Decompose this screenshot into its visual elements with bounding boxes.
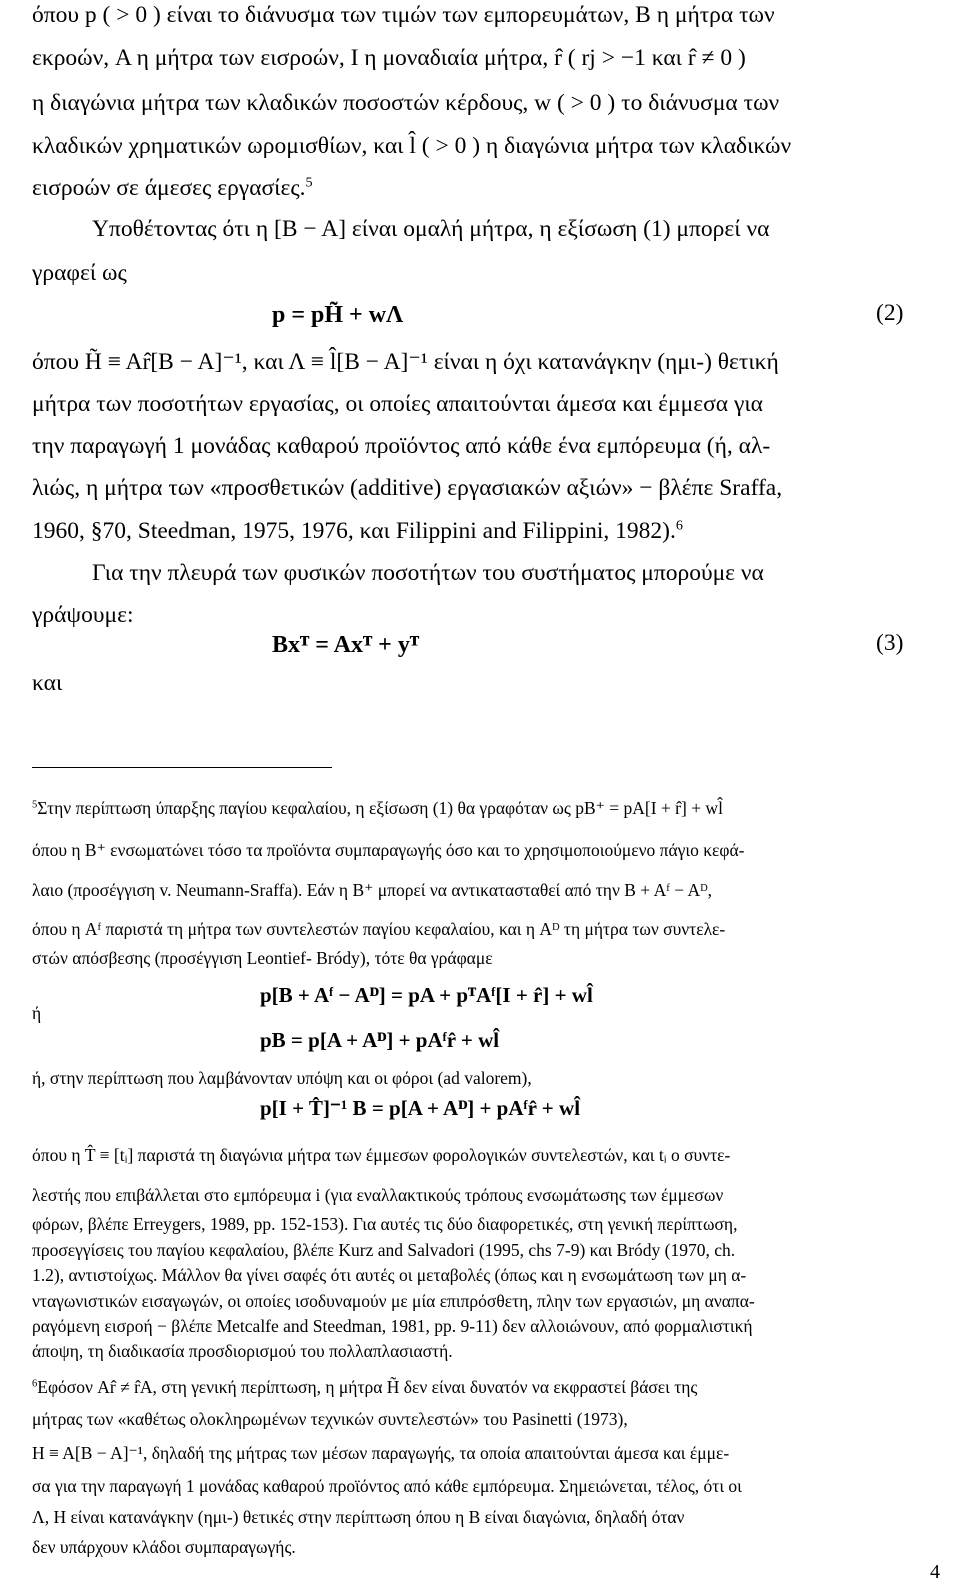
body-line-5-text: εισροών σε άμεσες εργασίες. [32,175,306,201]
footnote-5-line-14: ραγόμενη εισροή − βλέπε Metcalfe and Steedman, 1981, pp. 9-11) δεν αλλοιώνουν, από φορμαλιστική [32,1316,753,1336]
body-line-9: μήτρα των ποσοτήτων εργασίας, οι οποίες απαιτούνται άμεσα και έμμεσα για [32,391,763,417]
equation-3-number: (3) [876,630,904,656]
equation-2: p = pH̃ + wΛ [272,302,404,328]
footnote-6-line-2: μήτρας των «καθέτως ολοκληρωμένων τεχνικών συντελεστών» του Pasinetti (1973), [32,1409,628,1429]
equation-2-number: (2) [876,300,904,326]
footnote-6-marker: 6 [32,1378,38,1390]
footnote-5-line-10: φόρων, βλέπε Erreygers, 1989, pp. 152-153). Για αυτές τις δύο διαφορετικές, στη γενική περίπτωση, [32,1214,738,1234]
equation-3: Bxᵀ = Axᵀ + yᵀ [272,632,420,658]
footnote-5-line-4: όπου η Aᶠ παριστά τη μήτρα των συντελεστών παγίου κεφαλαίου, και η Aᴰ τη μήτρα των συντελε- [32,919,726,939]
footnote-6-line-1 [32,1377,697,1398]
footnote-5-line-5: στών απόσβεσης (προσέγγιση Leontief- Bródy), τότε θα γράφαμε [32,948,493,968]
body-line-15: και [32,670,63,696]
body-line-11: λιώς, η μήτρα των «προσθετικών (additive) εργασιακών αξιών» − βλέπε Sraffa, [32,475,783,501]
footnote-5-line-3: λαιο (προσέγγιση v. Neumann-Sraffa). Εάν η B⁺ μπορεί να αντικατασταθεί από την B + Aᶠ − Aᴰ, [32,880,713,900]
footnote-5-line-12: 1.2), αντιστοίχως. Μάλλον θα γίνει σαφές ότι αυτές οι μεταβολές (όπως και η ενσωμάτωση των μη α- [32,1265,747,1285]
body-line-3: η διαγώνια μήτρα των κλαδικών ποσοστών κέρδους, w ( > 0 ) το διάνυσμα των [32,90,780,116]
body-line-5 [32,175,313,202]
body-line-7: γραφεί ως [32,260,127,286]
footnote-6-line-4: σα για την παραγωγή 1 μονάδας καθαρού προϊόντος από κάθε εμπόρευμα. Σημειώνεται, τέλος, ότι οι [32,1476,742,1496]
body-line-14: γράψουμε: [32,602,134,628]
footnote-ref-6: 6 [675,517,683,534]
footnote-5-line-6: ή [32,1003,42,1023]
footnote-6-line-1-text: Εφόσον Ar̂ ≠ r̂A, στη γενική περίπτωση, η μήτρα H̃ δεν είναι δυνατόν να εκφραστεί βάσει της [37,1377,698,1397]
footnote-5-line-13: νταγωνιστικών εισαγωγών, οι οποίες ισοδυναμούν με μία επιπρόσθετη, πλην των εργασιών, μη αναπα- [32,1291,755,1311]
footnote-5-marker: 5 [32,799,38,811]
body-line-8: όπου H̃ ≡ Ar̂[B − A]⁻¹, και Λ ≡ l̂[B − A]⁻¹ είναι η όχι κατανάγκην (ημι-) θετική [32,349,779,375]
body-line-10: την παραγωγή 1 μονάδας καθαρού προϊόντος από κάθε ένα εμπόρευμα (ή, αλ- [32,433,771,459]
body-line-13: Για την πλευρά των φυσικών ποσοτήτων του συστήματος μπορούμε να [92,560,764,586]
footnote-5-line-1-text: Στην περίπτωση ύπαρξης παγίου κεφαλαίου, η εξίσωση (1) θα γραφόταν ως pB⁺ = pA[I + r̂] + wl̂ [37,798,723,818]
body-line-12 [32,518,683,545]
body-line-1: όπου p ( > 0 ) είναι το διάνυσμα των τιμών των εμπορευμάτων, B η μήτρα των [32,2,775,28]
footnote-5-line-2: όπου η B⁺ ενσωματώνει τόσο τα προϊόντα συμπαραγωγής όσο και το χρησιμοποιούμενο πάγιο κεφά- [32,840,745,860]
body-line-12-text: 1960, §70, Steedman, 1975, 1976, και Filippini and Filippini, 1982). [32,518,676,544]
body-line-4: κλαδικών χρηματικών ωρομισθίων, και l̂ ( > 0 ) η διαγώνια μήτρα των κλαδικών [32,133,792,159]
footnote-5-line-9: λεστής που επιβάλλεται στο εμπόρευμα i (για εναλλακτικούς τρόπους ενσωμάτωσης των έμμεσων [32,1185,724,1205]
footnote-6-line-3: H ≡ A[B − A]⁻¹, δηλαδή της μήτρας των μέσων παραγωγής, τα οποία απαιτούνται άμεσα και έμμε- [32,1443,730,1463]
footnote-equation-2: pB = p[A + Aᴰ] + pAᶠr̂ + wl̂ [260,1028,500,1052]
page-number: 4 [930,1561,940,1583]
body-line-2: εκροών, A η μήτρα των εισροών, I η μοναδιαία μήτρα, r̂ ( rj > −1 και r̂ ≠ 0 ) [32,45,746,71]
footnote-ref-5: 5 [305,174,313,191]
footnote-5-line-8: όπου η T̂ ≡ [tᵢ] παριστά τη διαγώνια μήτρα των έμμεσων φορολογικών συντελεστών, και tᵢ ο συντε- [32,1145,731,1165]
footnote-6-line-5: Λ, H είναι κατανάγκην (ημι-) θετικές στην περίπτωση όπου η B είναι διαγώνια, δηλαδή όταν [32,1507,685,1527]
footnote-equation-3: p[I + T̂]⁻¹ B = p[A + Aᴰ] + pAᶠr̂ + wl̂ [260,1096,581,1120]
footnote-5-line-7: ή, στην περίπτωση που λαμβάνονταν υπόψη και οι φόροι (ad valorem), [32,1068,532,1088]
footnote-5-line-11: προσεγγίσεις του παγίου κεφαλαίου, βλέπε Kurz and Salvadori (1995, chs 7-9) και Bródy (1970, ch. [32,1240,736,1260]
footnote-5-line-1 [32,798,723,819]
footnote-5-line-15: άποψη, τη διαδικασία προσδιορισμού του πολλαπλασιαστή. [32,1341,453,1361]
footnote-6-line-6: δεν υπάρχουν κλάδοι συμπαραγωγής. [32,1537,296,1557]
body-line-6: Υποθέτοντας ότι η [B − A] είναι ομαλή μήτρα, η εξίσωση (1) μπορεί να [92,216,770,242]
footnote-equation-1: p[B + Aᶠ − Aᴰ] = pA + pᵀAᶠ[I + r̂] + wl̂ [260,983,593,1007]
footnote-separator [32,767,332,768]
